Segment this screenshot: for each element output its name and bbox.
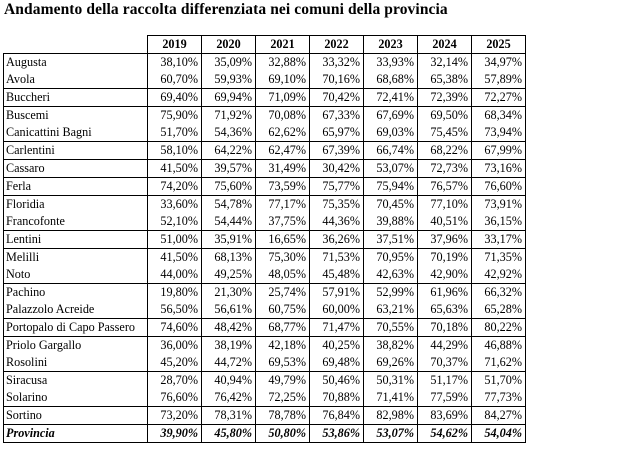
year-header: 2023	[364, 36, 418, 54]
value-cell: 75,45%	[418, 124, 472, 142]
value-cell: 50,31%	[364, 372, 418, 390]
value-cell: 32,88%	[256, 54, 310, 72]
municipality-name: Siracusa	[4, 372, 148, 390]
table-row	[4, 284, 526, 302]
data-table	[3, 35, 526, 443]
value-cell: 72,27%	[472, 89, 526, 107]
value-cell: 75,90%	[148, 107, 202, 125]
value-cell: 74,20%	[148, 178, 202, 196]
value-cell: 72,25%	[256, 389, 310, 407]
value-cell: 52,10%	[148, 213, 202, 231]
table-row	[4, 337, 526, 355]
municipality-name: Melilli	[4, 249, 148, 267]
value-cell: 77,17%	[256, 196, 310, 214]
value-cell: 68,34%	[472, 107, 526, 125]
value-cell: 54,44%	[202, 213, 256, 231]
header-blank-cell	[4, 36, 148, 54]
municipality-name: Lentini	[4, 231, 148, 249]
value-cell: 76,42%	[202, 389, 256, 407]
value-cell: 36,00%	[148, 337, 202, 355]
value-cell: 46,88%	[472, 337, 526, 355]
value-cell: 72,39%	[418, 89, 472, 107]
municipality-name: Solarino	[4, 389, 148, 407]
value-cell: 74,60%	[148, 319, 202, 337]
value-cell: 78,78%	[256, 407, 310, 425]
value-cell: 73,94%	[472, 124, 526, 142]
table-row	[4, 142, 526, 160]
municipality-name: Rosolini	[4, 354, 148, 372]
value-cell: 44,00%	[148, 266, 202, 284]
value-cell: 45,20%	[148, 354, 202, 372]
value-cell: 65,38%	[418, 71, 472, 89]
year-header: 2024	[418, 36, 472, 54]
total-row	[4, 425, 526, 443]
value-cell: 60,75%	[256, 301, 310, 319]
table-row	[4, 196, 526, 214]
value-cell: 70,88%	[310, 389, 364, 407]
value-cell: 75,35%	[310, 196, 364, 214]
value-cell: 83,69%	[418, 407, 472, 425]
table-row	[4, 301, 526, 319]
value-cell: 82,98%	[364, 407, 418, 425]
value-cell: 71,09%	[256, 89, 310, 107]
value-cell: 58,10%	[148, 142, 202, 160]
value-cell: 78,31%	[202, 407, 256, 425]
value-cell: 62,62%	[256, 124, 310, 142]
municipality-name: Francofonte	[4, 213, 148, 231]
value-cell: 40,25%	[310, 337, 364, 355]
municipality-name: Ferla	[4, 178, 148, 196]
table-row	[4, 213, 526, 231]
value-cell: 21,30%	[202, 284, 256, 302]
table-row	[4, 372, 526, 390]
value-cell: 57,89%	[472, 71, 526, 89]
value-cell: 71,35%	[472, 249, 526, 267]
table-row	[4, 178, 526, 196]
value-cell: 51,17%	[418, 372, 472, 390]
total-value-cell: 45,80%	[202, 425, 256, 443]
value-cell: 54,78%	[202, 196, 256, 214]
table-row	[4, 54, 526, 72]
value-cell: 70,19%	[418, 249, 472, 267]
municipality-name: Noto	[4, 266, 148, 284]
value-cell: 73,91%	[472, 196, 526, 214]
value-cell: 65,63%	[418, 301, 472, 319]
value-cell: 38,82%	[364, 337, 418, 355]
value-cell: 70,45%	[364, 196, 418, 214]
table-row	[4, 124, 526, 142]
value-cell: 77,73%	[472, 389, 526, 407]
value-cell: 33,17%	[472, 231, 526, 249]
total-value-cell: 54,04%	[472, 425, 526, 443]
value-cell: 73,59%	[256, 178, 310, 196]
value-cell: 52,99%	[364, 284, 418, 302]
value-cell: 36,26%	[310, 231, 364, 249]
municipality-name: Buscemi	[4, 107, 148, 125]
value-cell: 67,33%	[310, 107, 364, 125]
total-value-cell: 53,86%	[310, 425, 364, 443]
table-row	[4, 71, 526, 89]
value-cell: 32,14%	[418, 54, 472, 72]
value-cell: 80,22%	[472, 319, 526, 337]
value-cell: 69,94%	[202, 89, 256, 107]
value-cell: 39,57%	[202, 160, 256, 178]
value-cell: 44,29%	[418, 337, 472, 355]
year-header: 2025	[472, 36, 526, 54]
value-cell: 42,18%	[256, 337, 310, 355]
value-cell: 70,42%	[310, 89, 364, 107]
value-cell: 69,26%	[364, 354, 418, 372]
value-cell: 70,08%	[256, 107, 310, 125]
value-cell: 67,39%	[310, 142, 364, 160]
value-cell: 44,72%	[202, 354, 256, 372]
value-cell: 75,30%	[256, 249, 310, 267]
value-cell: 42,63%	[364, 266, 418, 284]
value-cell: 71,92%	[202, 107, 256, 125]
header-row	[4, 36, 526, 54]
value-cell: 49,25%	[202, 266, 256, 284]
value-cell: 70,55%	[364, 319, 418, 337]
value-cell: 59,93%	[202, 71, 256, 89]
value-cell: 44,36%	[310, 213, 364, 231]
value-cell: 72,73%	[418, 160, 472, 178]
value-cell: 31,49%	[256, 160, 310, 178]
value-cell: 50,46%	[310, 372, 364, 390]
value-cell: 64,22%	[202, 142, 256, 160]
value-cell: 35,09%	[202, 54, 256, 72]
value-cell: 34,97%	[472, 54, 526, 72]
value-cell: 69,53%	[256, 354, 310, 372]
municipality-name: Carlentini	[4, 142, 148, 160]
value-cell: 71,47%	[310, 319, 364, 337]
value-cell: 68,68%	[364, 71, 418, 89]
total-value-cell: 50,80%	[256, 425, 310, 443]
value-cell: 25,74%	[256, 284, 310, 302]
table-row	[4, 319, 526, 337]
value-cell: 56,50%	[148, 301, 202, 319]
year-header: 2019	[148, 36, 202, 54]
value-cell: 63,21%	[364, 301, 418, 319]
value-cell: 36,15%	[472, 213, 526, 231]
value-cell: 45,48%	[310, 266, 364, 284]
value-cell: 71,53%	[310, 249, 364, 267]
table-row	[4, 266, 526, 284]
value-cell: 69,48%	[310, 354, 364, 372]
value-cell: 70,95%	[364, 249, 418, 267]
value-cell: 37,51%	[364, 231, 418, 249]
value-cell: 19,80%	[148, 284, 202, 302]
table-row	[4, 407, 526, 425]
value-cell: 66,74%	[364, 142, 418, 160]
value-cell: 65,28%	[472, 301, 526, 319]
municipality-name: Avola	[4, 71, 148, 89]
municipality-name: Cassaro	[4, 160, 148, 178]
value-cell: 37,75%	[256, 213, 310, 231]
value-cell: 38,10%	[148, 54, 202, 72]
value-cell: 40,94%	[202, 372, 256, 390]
value-cell: 62,47%	[256, 142, 310, 160]
value-cell: 51,70%	[472, 372, 526, 390]
value-cell: 66,32%	[472, 284, 526, 302]
value-cell: 68,22%	[418, 142, 472, 160]
total-value-cell: 53,07%	[364, 425, 418, 443]
municipality-name: Canicattini Bagni	[4, 124, 148, 142]
table-row	[4, 389, 526, 407]
value-cell: 68,77%	[256, 319, 310, 337]
value-cell: 57,91%	[310, 284, 364, 302]
table-row	[4, 354, 526, 372]
value-cell: 77,59%	[418, 389, 472, 407]
value-cell: 41,50%	[148, 160, 202, 178]
year-header: 2022	[310, 36, 364, 54]
municipality-name: Sortino	[4, 407, 148, 425]
value-cell: 73,20%	[148, 407, 202, 425]
value-cell: 69,50%	[418, 107, 472, 125]
value-cell: 77,10%	[418, 196, 472, 214]
municipality-name: Buccheri	[4, 89, 148, 107]
value-cell: 33,32%	[310, 54, 364, 72]
value-cell: 41,50%	[148, 249, 202, 267]
value-cell: 42,92%	[472, 266, 526, 284]
value-cell: 71,62%	[472, 354, 526, 372]
value-cell: 65,97%	[310, 124, 364, 142]
table-row	[4, 89, 526, 107]
value-cell: 54,36%	[202, 124, 256, 142]
table-row	[4, 249, 526, 267]
value-cell: 76,60%	[148, 389, 202, 407]
value-cell: 60,70%	[148, 71, 202, 89]
municipality-name: Portopalo di Capo Passero	[4, 319, 148, 337]
total-value-cell: 39,90%	[148, 425, 202, 443]
value-cell: 71,41%	[364, 389, 418, 407]
value-cell: 73,16%	[472, 160, 526, 178]
value-cell: 76,60%	[472, 178, 526, 196]
value-cell: 42,90%	[418, 266, 472, 284]
value-cell: 35,91%	[202, 231, 256, 249]
value-cell: 48,42%	[202, 319, 256, 337]
value-cell: 70,37%	[418, 354, 472, 372]
value-cell: 69,10%	[256, 71, 310, 89]
municipality-name: Floridia	[4, 196, 148, 214]
value-cell: 76,84%	[310, 407, 364, 425]
year-header: 2021	[256, 36, 310, 54]
value-cell: 61,96%	[418, 284, 472, 302]
value-cell: 69,40%	[148, 89, 202, 107]
municipality-name: Pachino	[4, 284, 148, 302]
value-cell: 37,96%	[418, 231, 472, 249]
value-cell: 28,70%	[148, 372, 202, 390]
municipality-name: Augusta	[4, 54, 148, 72]
value-cell: 49,79%	[256, 372, 310, 390]
table-row	[4, 107, 526, 125]
value-cell: 51,00%	[148, 231, 202, 249]
total-label: Provincia	[4, 425, 148, 443]
value-cell: 70,18%	[418, 319, 472, 337]
value-cell: 53,07%	[364, 160, 418, 178]
value-cell: 40,51%	[418, 213, 472, 231]
municipality-name: Priolo Gargallo	[4, 337, 148, 355]
value-cell: 67,69%	[364, 107, 418, 125]
municipality-name: Palazzolo Acreide	[4, 301, 148, 319]
table-row	[4, 160, 526, 178]
total-value-cell: 54,62%	[418, 425, 472, 443]
value-cell: 84,27%	[472, 407, 526, 425]
value-cell: 16,65%	[256, 231, 310, 249]
value-cell: 69,03%	[364, 124, 418, 142]
value-cell: 76,57%	[418, 178, 472, 196]
page-title: Andamento della raccolta differenziata nei comuni della provincia	[4, 1, 448, 18]
value-cell: 75,94%	[364, 178, 418, 196]
value-cell: 67,99%	[472, 142, 526, 160]
value-cell: 56,61%	[202, 301, 256, 319]
year-header: 2020	[202, 36, 256, 54]
table-row	[4, 231, 526, 249]
value-cell: 51,70%	[148, 124, 202, 142]
value-cell: 68,13%	[202, 249, 256, 267]
value-cell: 33,60%	[148, 196, 202, 214]
value-cell: 60,00%	[310, 301, 364, 319]
value-cell: 70,16%	[310, 71, 364, 89]
value-cell: 75,60%	[202, 178, 256, 196]
value-cell: 75,77%	[310, 178, 364, 196]
value-cell: 33,93%	[364, 54, 418, 72]
value-cell: 72,41%	[364, 89, 418, 107]
value-cell: 39,88%	[364, 213, 418, 231]
value-cell: 38,19%	[202, 337, 256, 355]
value-cell: 30,42%	[310, 160, 364, 178]
value-cell: 48,05%	[256, 266, 310, 284]
